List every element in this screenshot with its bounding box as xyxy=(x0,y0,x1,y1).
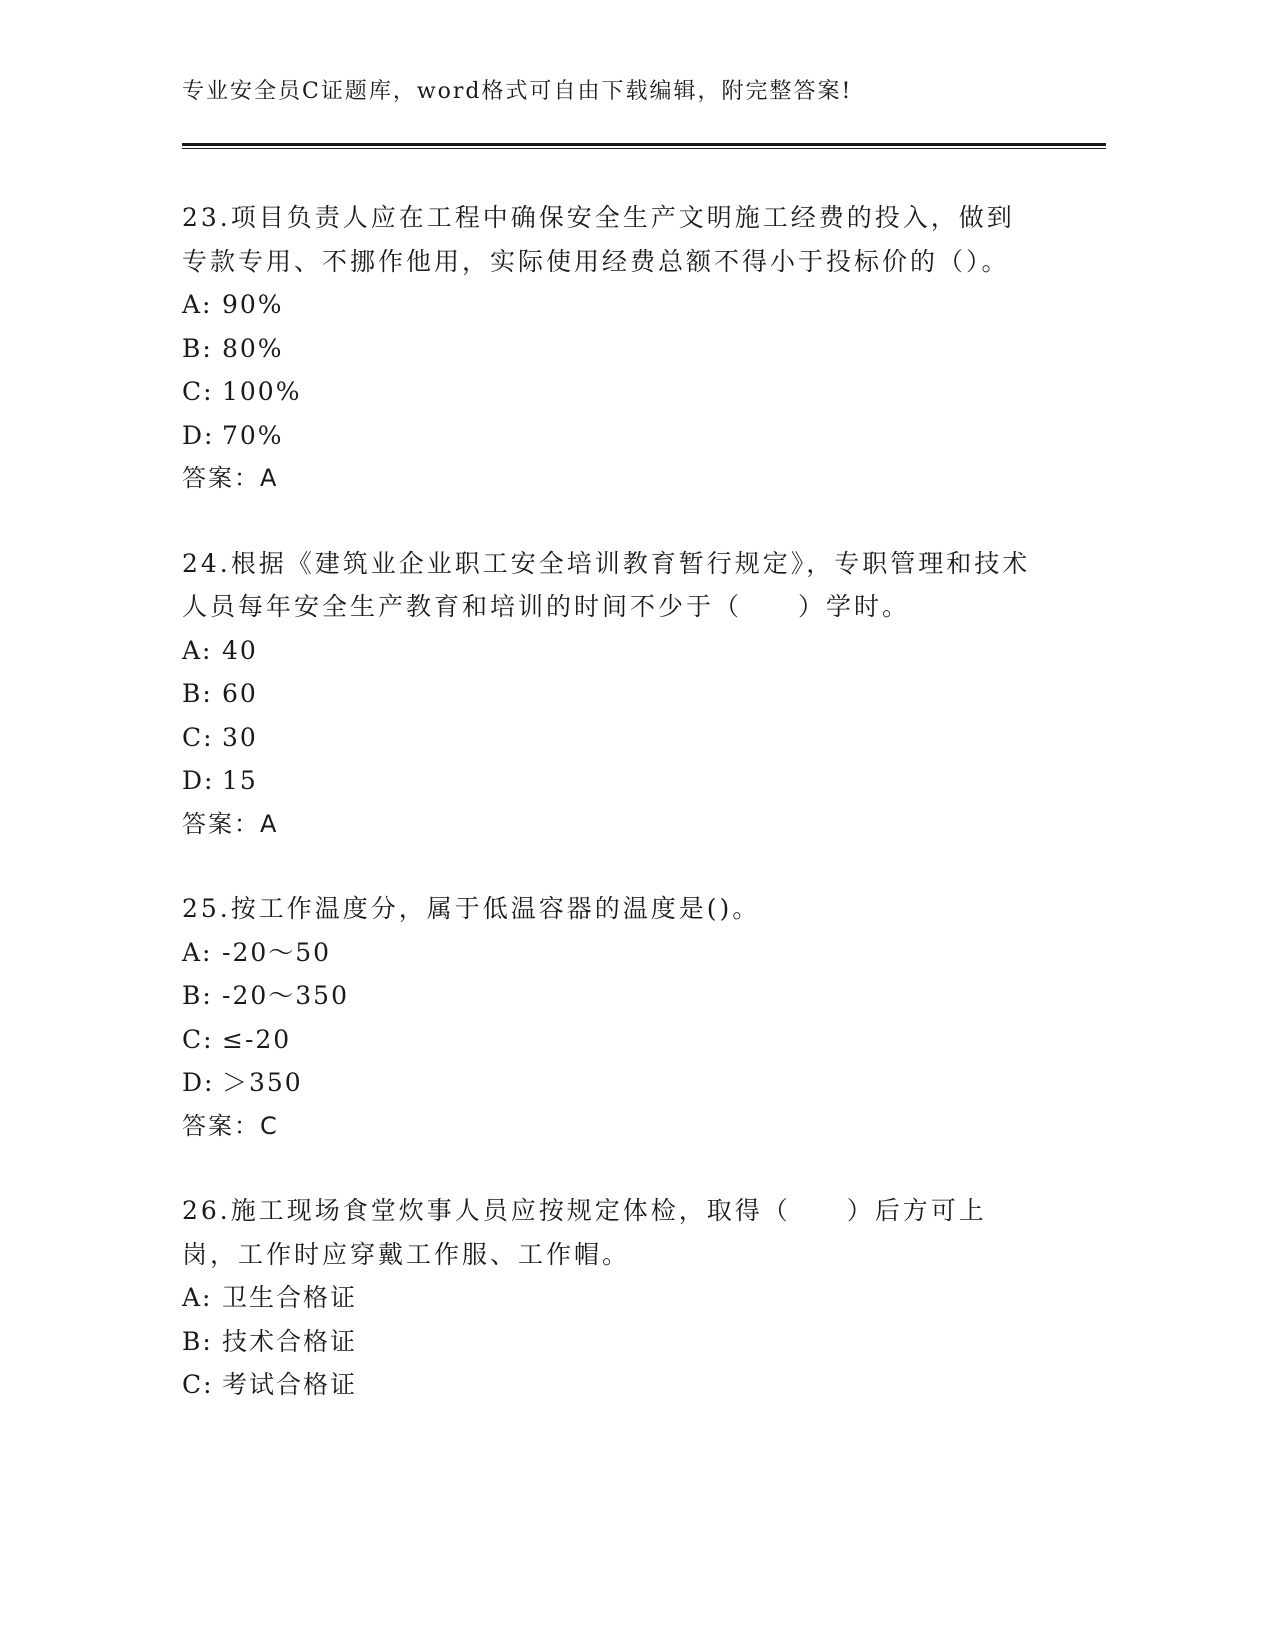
page-header: 专业安全员C证题库，word格式可自由下载编辑，附完整答案! xyxy=(182,79,853,104)
option-text: 考试合格证 xyxy=(222,1370,358,1399)
option-letter: B: xyxy=(182,981,213,1010)
option-text: 100% xyxy=(222,377,302,406)
option-b xyxy=(182,672,1042,716)
question-26 xyxy=(182,1189,1042,1407)
option-text: 15 xyxy=(222,766,258,795)
option-list xyxy=(182,629,1042,803)
answer-line: 答案：C xyxy=(182,1111,279,1140)
option-list xyxy=(182,931,1042,1105)
option-list xyxy=(182,283,1042,457)
option-letter: C: xyxy=(182,1370,214,1399)
option-text: 30 xyxy=(222,722,258,752)
option-c xyxy=(182,716,1042,760)
option-letter: A: xyxy=(182,937,213,967)
option-text: 80% xyxy=(222,333,284,363)
option-a xyxy=(182,283,1042,327)
option-text: ＞350 xyxy=(222,1068,303,1097)
option-text: 60 xyxy=(222,679,258,708)
question-list xyxy=(182,196,1042,1448)
answer-line: 答案：A xyxy=(182,464,279,492)
option-text: ≤-20 xyxy=(222,1024,292,1054)
option-d xyxy=(182,759,1042,803)
option-c xyxy=(182,1363,1042,1407)
question-25 xyxy=(182,887,1042,1148)
option-letter: D: xyxy=(182,1068,215,1097)
question-stem: 24.根据《建筑业企业职工安全培训教育暂行规定》，专职管理和技术人员每年安全生产教育和培训的时间不少于（ ）学时。 xyxy=(182,548,1031,621)
option-list xyxy=(182,1276,1042,1407)
option-a xyxy=(182,629,1042,673)
option-letter: D: xyxy=(182,766,215,795)
question-stem: 23.项目负责人应在工程中确保安全生产文明施工经费的投入，做到专款专用、不挪作他用，实际使用经费总额不得小于投标价的（）。 xyxy=(182,203,1015,276)
header-divider-thin xyxy=(182,148,1106,149)
option-a xyxy=(182,931,1042,975)
option-text: -20～350 xyxy=(222,981,349,1010)
option-letter: B: xyxy=(182,333,213,363)
option-letter: C: xyxy=(182,1024,214,1054)
question-stem: 26.施工现场食堂炊事人员应按规定体检，取得（ ）后方可上岗，工作时应穿戴工作服、工作帽。 xyxy=(182,1196,987,1269)
option-text: -20～50 xyxy=(222,937,332,967)
option-b xyxy=(182,1320,1042,1364)
option-text: 90% xyxy=(222,290,284,319)
option-text: 技术合格证 xyxy=(222,1326,358,1356)
option-c xyxy=(182,1018,1042,1062)
option-letter: A: xyxy=(182,290,213,319)
option-d xyxy=(182,414,1042,458)
option-letter: B: xyxy=(182,1326,213,1356)
option-letter: D: xyxy=(182,420,215,450)
option-letter: C: xyxy=(182,377,214,406)
question-stem: 25.按工作温度分，属于低温容器的温度是()。 xyxy=(182,894,761,923)
option-letter: A: xyxy=(182,635,213,665)
option-a xyxy=(182,1276,1042,1320)
option-text: 70% xyxy=(222,420,284,450)
option-text: 40 xyxy=(222,635,258,665)
answer-line: 答案：A xyxy=(182,809,279,838)
option-letter: A: xyxy=(182,1283,213,1312)
question-24 xyxy=(182,542,1042,847)
option-c xyxy=(182,370,1042,414)
option-d xyxy=(182,1061,1042,1105)
option-b xyxy=(182,974,1042,1018)
option-b xyxy=(182,327,1042,371)
header-divider-thick xyxy=(182,143,1106,146)
option-letter: B: xyxy=(182,679,213,708)
question-23 xyxy=(182,196,1042,501)
option-letter: C: xyxy=(182,722,214,752)
option-text: 卫生合格证 xyxy=(222,1283,358,1312)
